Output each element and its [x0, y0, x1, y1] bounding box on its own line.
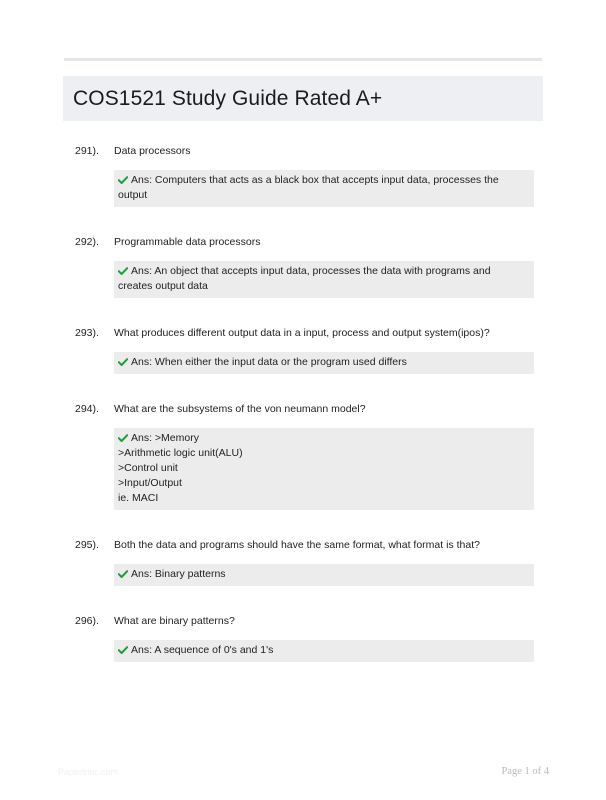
question-item — [75, 614, 545, 662]
question-number: 293). — [75, 327, 99, 339]
answer-line — [118, 643, 528, 658]
question-row — [75, 326, 545, 341]
answer-box — [114, 352, 534, 374]
footer-watermark: Papertritic.com — [58, 767, 119, 777]
question-text: What are the subsystems of the von neumann model? — [114, 403, 366, 415]
answer-line — [118, 446, 528, 461]
checkmark-icon — [118, 358, 128, 366]
question-row — [75, 144, 545, 159]
answer-line — [118, 173, 528, 188]
question-text: Programmable data processors — [114, 236, 261, 248]
question-item — [75, 235, 545, 298]
answer-line — [118, 279, 528, 294]
answer-line — [118, 355, 528, 370]
question-item — [75, 326, 545, 374]
answer-text: >Input/Output — [118, 477, 182, 489]
question-text: Data processors — [114, 145, 191, 157]
answer-text: Ans: Computers that acts as a black box that accepts input data, processes the — [131, 174, 499, 186]
answer-line — [118, 264, 528, 279]
question-item — [75, 538, 545, 586]
question-number: 296). — [75, 615, 99, 627]
checkmark-icon — [118, 434, 128, 442]
answer-text: Ans: Binary patterns — [131, 568, 226, 580]
answer-text: Ans: An object that accepts input data, processes the data with programs and — [131, 265, 491, 277]
answer-line — [118, 491, 528, 506]
answer-box — [114, 170, 534, 207]
answer-line — [118, 461, 528, 476]
checkmark-icon — [118, 646, 128, 654]
answer-text: Ans: A sequence of 0's and 1's — [131, 644, 274, 656]
question-list — [75, 144, 545, 690]
question-item — [75, 402, 545, 510]
answer-text: >Control unit — [118, 462, 178, 474]
checkmark-icon — [118, 570, 128, 578]
question-number: 292). — [75, 236, 99, 248]
answer-line — [118, 476, 528, 491]
page-title: COS1521 Study Guide Rated A+ — [73, 86, 383, 110]
answer-line — [118, 188, 528, 203]
answer-text: output — [118, 189, 148, 201]
question-row — [75, 402, 545, 417]
question-item — [75, 144, 545, 207]
question-row — [75, 235, 545, 250]
answer-box — [114, 564, 534, 586]
question-number: 294). — [75, 403, 99, 415]
answer-text: Ans: >Memory — [131, 432, 199, 444]
question-text: Both the data and programs should have the same format, what format is that? — [114, 539, 480, 551]
answer-text: ie. MACI — [118, 492, 159, 504]
question-row — [75, 614, 545, 629]
answer-text: >Arithmetic logic unit(ALU) — [118, 447, 243, 459]
answer-text: creates output data — [118, 280, 208, 292]
answer-text: Ans: When either the input data or the program used differs — [131, 356, 407, 368]
title-bar — [63, 76, 543, 121]
question-text: What are binary patterns? — [114, 615, 235, 627]
question-number: 291). — [75, 145, 99, 157]
page-number: Page 1 of 4 — [501, 766, 549, 777]
question-text: What produces different output data in a input, process and output system(ipos)? — [114, 327, 490, 339]
answer-box — [114, 428, 534, 510]
answer-box — [114, 261, 534, 298]
answer-line — [118, 431, 528, 446]
checkmark-icon — [118, 176, 128, 184]
answer-line — [118, 567, 528, 582]
question-row — [75, 538, 545, 553]
question-number: 295). — [75, 539, 99, 551]
answer-box — [114, 640, 534, 662]
checkmark-icon — [118, 267, 128, 275]
top-divider — [64, 58, 542, 61]
